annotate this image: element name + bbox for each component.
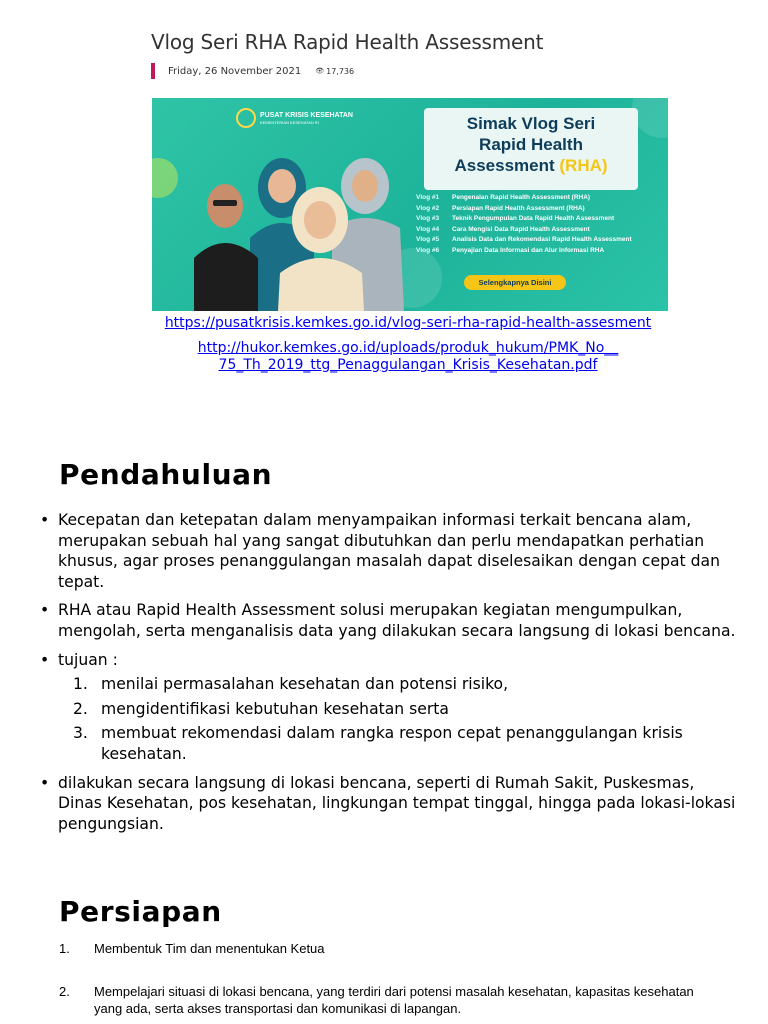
vlog-number: Vlog #1 — [416, 194, 440, 201]
vlog-title: Persiapan Rapid Health Assessment (RHA) — [452, 204, 585, 212]
pmk-document-link-line2[interactable]: 75_Th_2019_ttg_Penaggulangan_Krisis_Kesehatan.pdf — [218, 357, 598, 373]
vlog-title: Teknik Pengumpulan Data Rapid Health Assessment — [452, 215, 615, 222]
vlog-title: Analisis Data dan Rekomendasi Rapid Health Assessment — [452, 236, 632, 243]
goal-item — [40, 674, 740, 695]
prep-item — [59, 983, 699, 1017]
vlog-item — [416, 194, 656, 203]
bullet-text: tujuan : — [58, 650, 118, 669]
vlog-item — [416, 205, 656, 214]
vlog-item — [416, 226, 656, 235]
pmk-document-link-line1[interactable]: http://hukor.kemkes.go.id/uploads/produk_hukum/PMK_No__ — [197, 340, 619, 356]
goal-text: mengidentifikasi kebutuhan kesehatan serta — [101, 699, 449, 718]
view-count — [315, 67, 354, 76]
intro-bullet — [40, 650, 740, 671]
banner-headline — [424, 108, 638, 190]
prep-heading: Persiapan — [59, 895, 222, 928]
vlog-item — [416, 247, 656, 256]
intro-heading: Pendahuluan — [59, 458, 273, 491]
goal-number: 2. — [73, 699, 88, 718]
vlog-number: Vlog #3 — [416, 215, 440, 222]
prep-item — [59, 940, 699, 957]
intro-bullet — [40, 600, 740, 641]
goal-number: 1. — [73, 675, 88, 694]
bullet-icon: • — [40, 511, 50, 529]
bullet-icon: • — [40, 650, 50, 669]
logo-icon — [236, 108, 256, 128]
eye-icon: 👁 — [315, 67, 325, 75]
vlog-item — [416, 236, 656, 245]
logo-subtitle: KEMENTERIAN KESEHATAN RI — [260, 119, 319, 125]
vlog-number: Vlog #2 — [416, 204, 440, 212]
bullet-icon: • — [40, 773, 50, 792]
vlog-list — [416, 194, 656, 257]
prep-number: 2. — [59, 984, 70, 999]
vlog-banner[interactable] — [152, 98, 668, 311]
bullet-icon: • — [40, 601, 50, 620]
prep-number: 1. — [59, 941, 70, 956]
headline-line2: Rapid Health — [479, 135, 583, 154]
vlog-number: Vlog #5 — [416, 236, 440, 243]
intro-section — [40, 510, 740, 842]
vlog-page-link[interactable]: https://pusatkrisis.kemkes.go.id/vlog-seri-rha-rapid-health-assesment — [164, 315, 652, 331]
intro-bullet — [40, 510, 740, 592]
goal-item — [40, 723, 740, 764]
article-meta — [151, 63, 354, 79]
goal-number: 3. — [73, 724, 88, 743]
prep-text: Membentuk Tim dan menentukan Ketua — [94, 941, 325, 956]
bullet-text: Kecepatan dan ketepatan dalam menyampaikan informasi terkait bencana alam, merupakan sebuah hal yang sangat dibutuhkan dan perlu mendapatkan perhatian khusus, agar proses penanggulangan masalah dapat diselesaikan dengan cepat dan tepat. — [58, 511, 720, 591]
vlog-title: Penyajian Data Informasi dan Alur Informasi RHA — [452, 246, 605, 254]
headline-line3-text: Assessment — [454, 156, 555, 175]
vlog-title: Pengenalan Rapid Health Assessment (RHA) — [452, 194, 591, 201]
headline-rha: (RHA) — [559, 156, 608, 175]
more-info-button[interactable]: Selengkapnya Disini — [464, 275, 566, 290]
article-title: Vlog Seri RHA Rapid Health Assessment — [151, 30, 544, 54]
goal-text: menilai permasalahan kesehatan dan potensi risiko, — [101, 675, 509, 694]
prep-list — [59, 940, 699, 1017]
goal-item — [40, 699, 740, 720]
banner-logo — [236, 108, 353, 128]
headline-line3 — [424, 155, 638, 176]
logo-title: PUSAT KRISIS KESEHATAN — [260, 111, 353, 119]
headline-line1: Simak Vlog Seri — [466, 114, 596, 133]
intro-bullet — [40, 773, 740, 835]
prep-text: Mempelajari situasi di lokasi bencana, yang terdiri dari potensi masalah kesehatan, kapasitas kesehatan yang ada, serta akses transportasi dan komunikasi di lapangan. — [94, 984, 694, 1016]
goals-list — [40, 674, 740, 764]
view-count-value: 17,736 — [326, 66, 355, 76]
article-date: Friday, 26 November 2021 — [168, 65, 302, 77]
vlog-title: Cara Mengisi Data Rapid Health Assessment — [452, 225, 590, 233]
goal-text: membuat rekomendasi dalam rangka respon cepat penanggulangan krisis kesehatan. — [101, 724, 683, 763]
vlog-number: Vlog #6 — [416, 246, 440, 254]
bullet-text: dilakukan secara langsung di lokasi bencana, seperti di Rumah Sakit, Puskesmas, Dinas Kesehatan, pos kesehatan, lingkungan tempat tinggal, hingga pada lokasi-lokasi pengungsian. — [58, 773, 736, 833]
vlog-number: Vlog #4 — [416, 225, 440, 233]
presenters-photo — [192, 128, 412, 311]
bullet-text: RHA atau Rapid Health Assessment solusi merupakan kegiatan mengumpulkan, mengolah, serta menganalisis data yang dilakukan secara langsung di lokasi bencana. — [58, 601, 736, 640]
meta-accent-bar — [151, 63, 155, 79]
vlog-item — [416, 215, 656, 224]
